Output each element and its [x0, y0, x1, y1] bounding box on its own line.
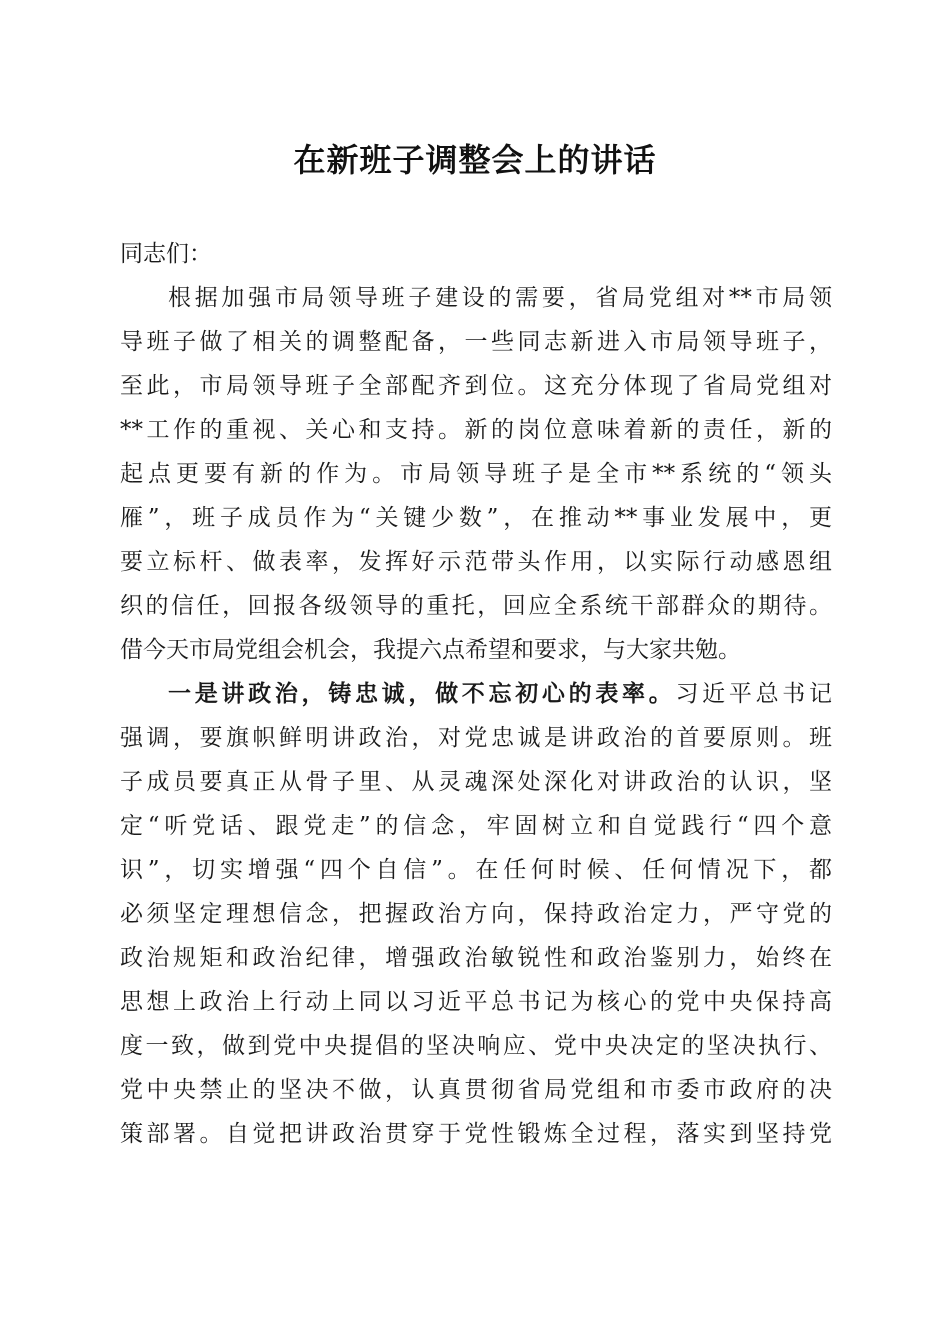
paragraph-line: 织的信任，回报各级领导的重托，回应全系统干部群众的期待。 — [120, 593, 832, 619]
paragraph-line-rest: 习近平总书记 — [675, 681, 833, 707]
paragraph-line: 党中央禁止的坚决不做，认真贯彻省局党组和市委市政府的决 — [120, 1077, 832, 1103]
salutation: 同志们： — [120, 241, 212, 267]
paragraph-1 — [120, 276, 832, 672]
paragraph-line: **工作的重视、关心和支持。新的岗位意味着新的责任，新的 — [120, 417, 832, 443]
paragraph-line: 思想上政治上行动上同以习近平总书记为核心的党中央保持高 — [120, 989, 832, 1015]
paragraph-2 — [120, 672, 832, 1156]
paragraph-line: 策部署。自觉把讲政治贯穿于党性锻炼全过程，落实到坚持党 — [120, 1121, 832, 1147]
paragraph-line: 定“听党话、跟党走”的信念，牢固树立和自觉践行“四个意 — [120, 813, 832, 839]
paragraph-line: 导班子做了相关的调整配备，一些同志新进入市局领导班子， — [120, 329, 832, 355]
paragraph-line: 至此，市局领导班子全部配齐到位。这充分体现了省局党组对 — [120, 373, 832, 399]
paragraph-line: 雁”，班子成员作为“关键少数”，在推动**事业发展中，更 — [120, 505, 832, 531]
paragraph-line: 强调，要旗帜鲜明讲政治，对党忠诚是讲政治的首要原则。班 — [120, 725, 832, 751]
paragraph-line: 根据加强市局领导班子建设的需要，省局党组对**市局领 — [168, 285, 832, 311]
paragraph-line: 识”，切实增强“四个自信”。在任何时候、任何情况下，都 — [120, 857, 832, 883]
paragraph-line: 度一致，做到党中央提倡的坚决响应、党中央决定的坚决执行、 — [120, 1033, 832, 1059]
paragraph-line: 必须坚定理想信念，把握政治方向，保持政治定力，严守党的 — [120, 901, 832, 927]
paragraph-line: 起点更要有新的作为。市局领导班子是全市**系统的“领头 — [120, 461, 832, 487]
paragraph-line: 政治规矩和政治纪律，增强政治敏锐性和政治鉴别力，始终在 — [120, 945, 832, 971]
document-title: 在新班子调整会上的讲话 — [293, 141, 657, 179]
document-body — [120, 232, 832, 1156]
paragraph-first-line — [120, 672, 832, 716]
paragraph-line: 借今天市局党组会机会，我提六点希望和要求，与大家共勉。 — [120, 637, 741, 663]
paragraph-line: 子成员要真正从骨子里、从灵魂深处深化对讲政治的认识，坚 — [120, 769, 832, 795]
paragraph-line: 要立标杆、做表率，发挥好示范带头作用，以实际行动感恩组 — [120, 549, 832, 575]
paragraph-lead-heading: 一是讲政治，铸忠诚，做不忘初心的表率。 — [168, 680, 676, 707]
